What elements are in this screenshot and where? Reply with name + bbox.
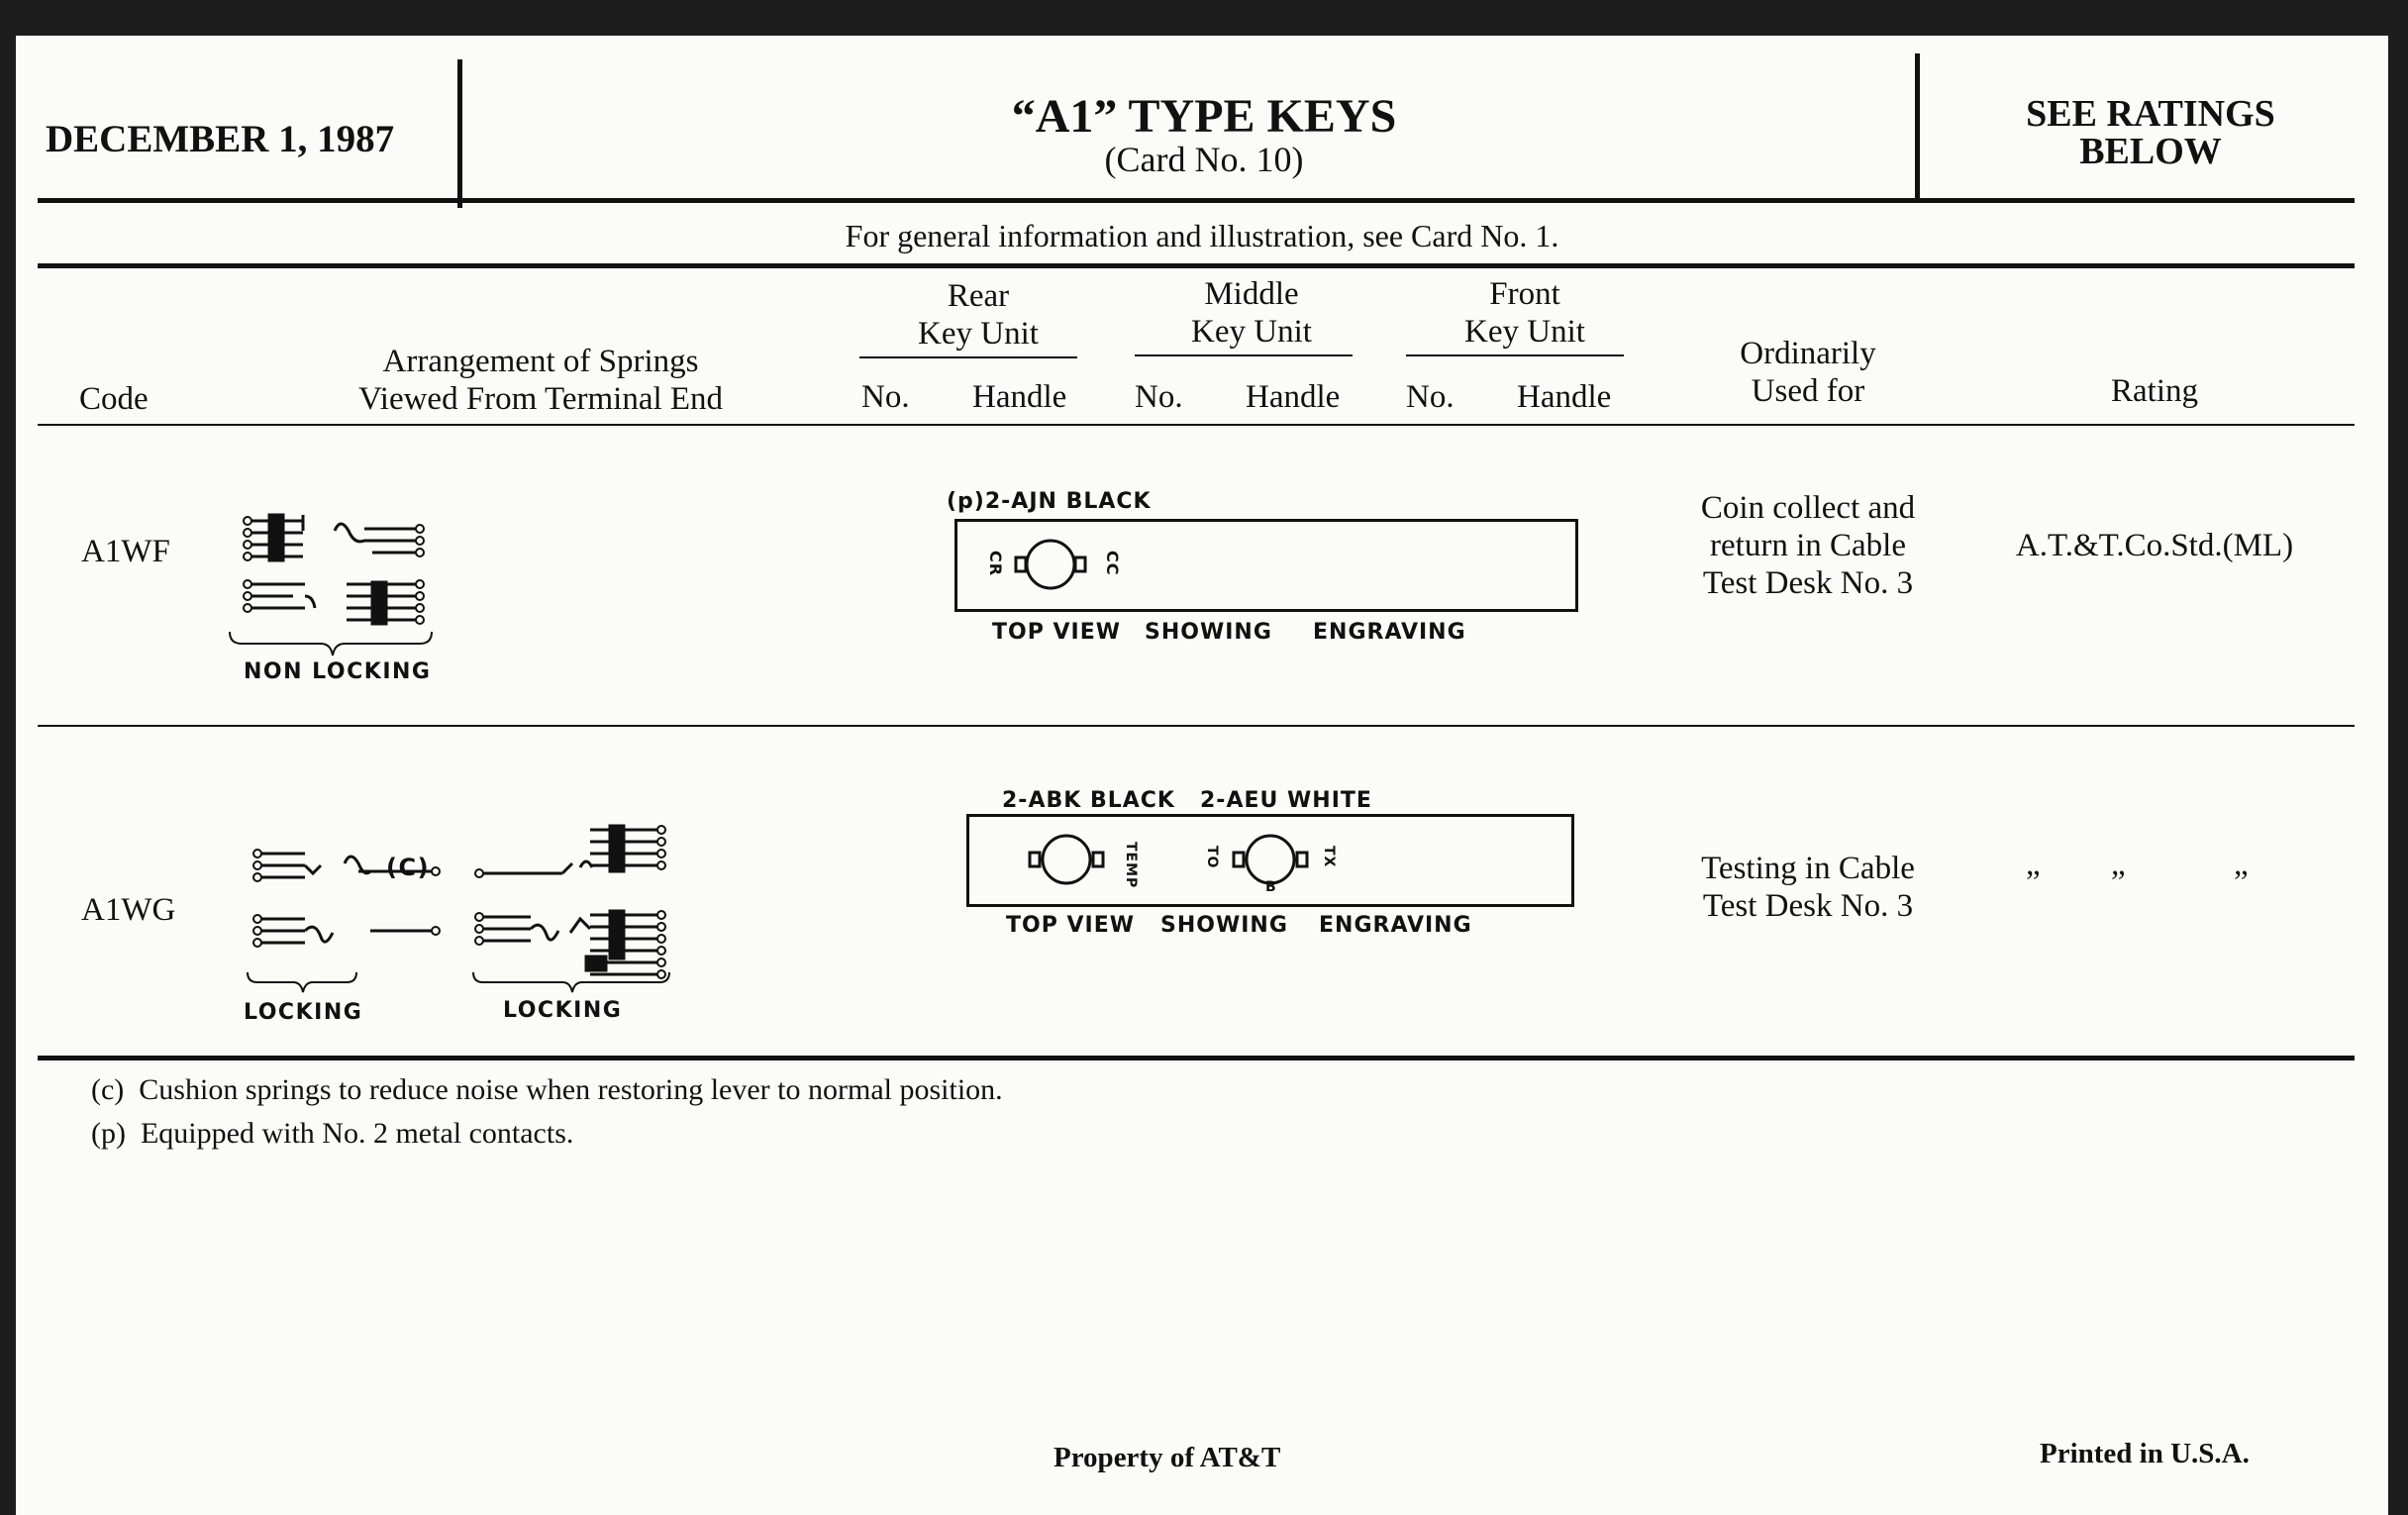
- a1wg-brace-right: [469, 970, 677, 996]
- col-front-line2: Key Unit: [1464, 314, 1585, 350]
- a1wg-key-caption-2: 2-AEU WHITE: [1200, 788, 1372, 813]
- col-rear-no: No.: [861, 379, 910, 415]
- col-code: Code: [79, 381, 149, 417]
- card-date: DECEMBER 1, 1987: [46, 118, 395, 160]
- footer-property: Property of AT&T: [1054, 1442, 1281, 1473]
- general-info-rule: [38, 263, 2355, 268]
- a1wg-engraving-2-right: TX: [1321, 846, 1337, 868]
- a1wg-key-handle-icon-1: [1022, 832, 1111, 887]
- col-front-no: No.: [1406, 379, 1455, 415]
- a1wf-view-showing: SHOWING: [1145, 620, 1272, 645]
- a1wf-key-caption: (p)2-AJN BLACK: [947, 489, 1152, 514]
- see-ratings-line1: SEE RATINGS: [2026, 93, 2275, 135]
- row-a1wf-used-for: [1659, 489, 1956, 602]
- a1wg-spring-diagram-left: [236, 808, 453, 976]
- row-a1wg-rating-ditto-2: ”: [2111, 864, 2126, 900]
- a1wg-cushion-mark: (C): [386, 854, 431, 881]
- a1wg-view-top: TOP VIEW: [1006, 913, 1135, 938]
- row-a1wf-rating: A.T.&T.Co.Std.(ML): [2015, 528, 2294, 563]
- a1wg-spring-label-right: LOCKING: [503, 998, 623, 1023]
- col-middle-no: No.: [1135, 379, 1183, 415]
- col-front-handle: Handle: [1517, 379, 1612, 415]
- see-ratings-note: [1943, 95, 2358, 170]
- a1wf-view-top: TOP VIEW: [992, 620, 1121, 645]
- col-front-key-unit: [1406, 275, 1644, 351]
- reference-card: [16, 36, 2388, 1515]
- card-subtitle: (Card No. 10): [1104, 140, 1304, 179]
- card-title: “A1” TYPE KEYS: [1011, 90, 1397, 143]
- general-info: For general information and illustration, see Card No. 1.: [845, 218, 1559, 253]
- a1wf-used-line1: Coin collect and: [1700, 490, 1916, 526]
- header-divider-right: [1915, 53, 1920, 200]
- col-arrangement-line1: Arrangement of Springs: [382, 344, 699, 379]
- row-divider: [38, 725, 2355, 727]
- col-ordinarily-used-for: [1659, 335, 1956, 410]
- a1wf-key-handle-icon: [1006, 537, 1095, 592]
- a1wg-engraving-2-bottom: B: [1265, 879, 1277, 895]
- a1wg-brace-left: [244, 970, 362, 996]
- header-divider-left: [457, 59, 462, 208]
- row-a1wg-used-for: [1659, 850, 1956, 925]
- a1wf-view-engraving: ENGRAVING: [1313, 620, 1466, 645]
- a1wf-engraving-right: CC: [1103, 551, 1122, 576]
- col-middle-key-unit: [1133, 275, 1370, 351]
- footnote-c: (c) Cushion springs to reduce noise when restoring lever to normal position.: [91, 1073, 1003, 1106]
- col-rating: Rating: [2111, 373, 2198, 409]
- see-ratings-line2: BELOW: [2079, 131, 2222, 172]
- a1wg-engraving-2-left: TO: [1204, 846, 1220, 869]
- a1wf-engraving-left: CR: [986, 551, 1005, 577]
- col-arrangement-line2: Viewed From Terminal End: [357, 381, 724, 417]
- a1wf-used-line3: Test Desk No. 3: [1702, 565, 1914, 601]
- col-rear-key-unit: [859, 277, 1097, 353]
- a1wf-spring-diagram: [224, 501, 452, 630]
- a1wg-used-line2: Test Desk No. 3: [1702, 888, 1914, 924]
- col-used-line1: Ordinarily: [1740, 336, 1876, 371]
- rear-underline: [859, 356, 1077, 358]
- col-rear-line2: Key Unit: [918, 316, 1039, 352]
- middle-underline: [1135, 354, 1353, 356]
- row-a1wg-rating-ditto-3: ”: [2234, 864, 2249, 900]
- col-front-line1: Front: [1489, 276, 1560, 312]
- col-middle-handle: Handle: [1246, 379, 1341, 415]
- col-middle-line1: Middle: [1204, 276, 1299, 312]
- col-rear-line1: Rear: [947, 278, 1010, 314]
- a1wg-spring-label-left: LOCKING: [244, 1000, 363, 1025]
- a1wg-key-caption-1: 2-ABK BLACK: [1002, 788, 1175, 813]
- footnote-p: (p) Equipped with No. 2 metal contacts.: [91, 1117, 574, 1150]
- a1wf-spring-label: NON LOCKING: [244, 659, 432, 684]
- a1wg-used-line1: Testing in Cable: [1701, 851, 1915, 886]
- a1wf-used-line2: return in Cable: [1710, 528, 1906, 563]
- a1wg-view-engraving: ENGRAVING: [1319, 913, 1472, 938]
- a1wg-engraving-1: TEMP: [1123, 842, 1139, 889]
- row-a1wg-rating-ditto-1: ”: [2026, 864, 2041, 900]
- col-used-line2: Used for: [1751, 373, 1865, 409]
- col-rear-handle: Handle: [972, 379, 1067, 415]
- column-header-rule: [38, 424, 2355, 426]
- row-a1wg-code: A1WG: [81, 892, 176, 928]
- col-middle-line2: Key Unit: [1191, 314, 1312, 350]
- front-underline: [1406, 354, 1624, 356]
- header-rule: [38, 198, 2355, 203]
- table-bottom-rule: [38, 1056, 2355, 1060]
- a1wg-view-showing: SHOWING: [1160, 913, 1288, 938]
- footer-printed: Printed in U.S.A.: [2040, 1438, 2250, 1469]
- col-arrangement: [293, 343, 788, 418]
- row-a1wf-code: A1WF: [81, 534, 170, 569]
- a1wf-brace: [226, 630, 444, 659]
